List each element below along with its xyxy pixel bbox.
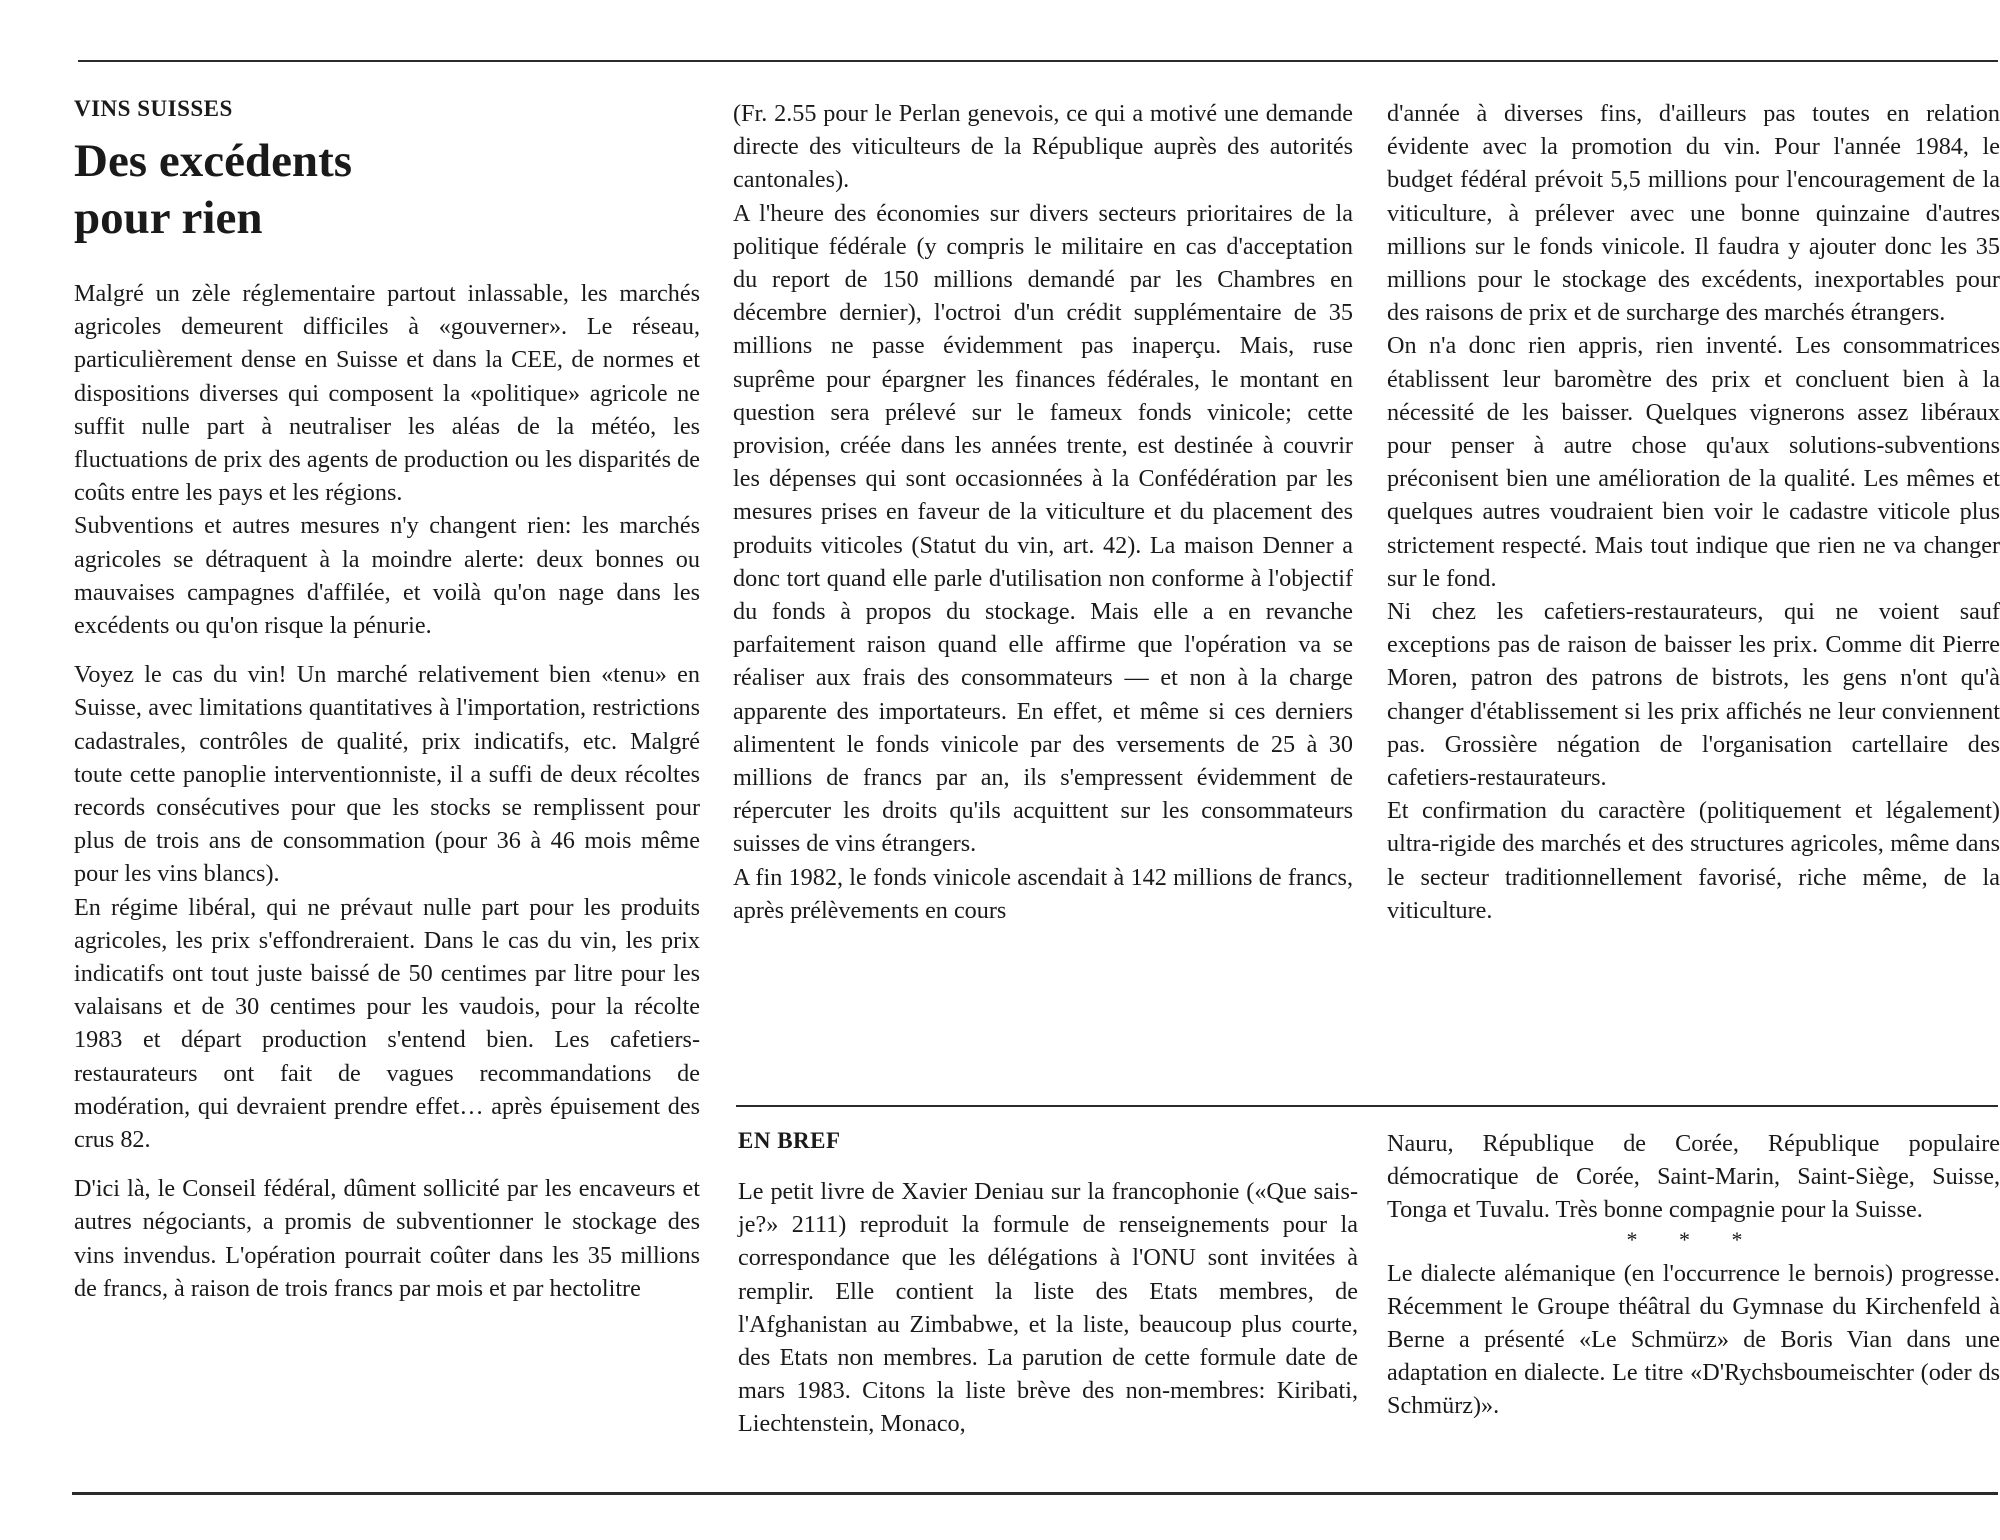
paragraph: Le petit livre de Xavier Deniau sur la francophonie («Que sais-je?» 2111) reproduit la formule de renseignements pour la correspondance que les délégations à l'ONU sont invitées à remplir. Elle contient la liste des Etats membres, de l'Afghanistan au Zimbabwe, et la liste, beaucoup plus courte, des Etats non membres. La parution de cette formule date de mars 1983. Citons la liste brève des non-membres: Kiribati, Liechtenstein, Monaco,	[738, 1178, 1358, 1438]
paragraph: A fin 1982, le fonds vinicole ascendait à 142 millions de francs, après prélèvements en cours	[733, 863, 1353, 924]
article-column-3	[1387, 97, 2000, 927]
paragraph: d'année à diverses fins, d'ailleurs pas toutes en relation évidente avec la promotion du vin. Pour l'année 1984, le budget fédéral prévoit 5,5 millions pour l'encouragement de la viticulture, à prélever avec une bonne quinzaine d'autres millions sur le fonds vinicole. Il faudra y ajouter donc les 35 millions pour le stockage des excédents, inexportables pour des raisons de prix et de surcharge des marchés étrangers.	[1387, 100, 2000, 327]
paragraph: (Fr. 2.55 pour le Perlan genevois, ce qui a motivé une demande directe des viticulteurs de la République auprès des autorités cantonales).	[733, 100, 1353, 194]
brief-column-2	[1387, 1127, 2000, 1423]
bottom-rule	[72, 1492, 1998, 1495]
paragraph: Subventions et autres mesures n'y changent rien: les marchés agricoles se détraquent à la moindre alerte: deux bonnes ou mauvaises campagnes d'affilée, et voilà qu'on nage dans les excédents ou qu'on risque la pénurie.	[74, 512, 700, 640]
paragraph: Malgré un zèle réglementaire partout inlassable, les marchés agricoles demeurent difficiles à «gouverner». Le réseau, particulièrement dense en Suisse et dans la CEE, de normes et dispositions diverses qui composent la «politique» agricole ne suffit nulle part à neutraliser les aléas de la météo, les fluctuations de prix des agents de production ou les disparités de coûts entre les pays et les régions.	[74, 280, 700, 507]
item-separator: * * *	[1626, 1226, 1761, 1252]
brief-column-1	[738, 1127, 1358, 1441]
paragraph: Voyez le cas du vin! Un marché relativement bien «tenu» en Suisse, avec limitations quantitatives à l'importation, restrictions cadastrales, contrôles de qualité, prix indicatifs, etc. Malgré toute cette panoplie interventionniste, il a suffi de deux récoltes records consécutives pour que les stocks se remplissent pour plus de trois ans de consommation (pour 36 à 46 mois même pour les vins blancs).	[74, 661, 700, 888]
paragraph: A l'heure des économies sur divers secteurs prioritaires de la politique fédérale (y compris le militaire en cas d'acceptation du report de 150 millions demandé par les Chambres en décembre dernier), l'octroi d'un crédit supplémentaire de 35 millions ne passe évidemment pas inaperçu. Mais, ruse suprême pour épargner les finances fédérales, le montant en question sera prélevé sur le fameux fonds vinicole; cette provision, créée dans les années trente, est destinée à couvrir les dépenses qui sont occasionnées à la Confédération par les mesures prises en faveur de la viticulture et du placement des produits viticoles (Statut du vin, art. 42). La maison Denner a donc tort quand elle parle d'utilisation non conforme à l'objectif du fonds à propos du stockage. Mais elle a en revanche parfaitement raison quand elle affirme que l'opération va se réaliser aux frais des consommateurs — et non à la charge apparente des importateurs. En effet, et même si ces derniers alimentent le fonds vinicole par des versements de 25 à 30 millions de francs par an, ils s'empressent évidemment de répercuter les droits qu'ils acquittent sur les consommateurs suisses de vins étrangers.	[733, 199, 1353, 858]
paragraph: D'ici là, le Conseil fédéral, dûment sollicité par les encaveurs et autres négociants, a promis de subventionner le stockage des vins invendus. L'opération pourrait coûter dans les 35 millions de francs, à raison de trois francs par mois et par hectolitre	[74, 1175, 700, 1302]
brief-kicker: EN BREF	[738, 1128, 841, 1153]
headline-line-2: pour rien	[74, 192, 263, 244]
paragraph: Et confirmation du caractère (politiquement et légalement) ultra-rigide des marchés et des structures agricoles, même dans le secteur traditionnellement favorisé, riche même, de la viticulture.	[1387, 797, 2000, 924]
paragraph: En régime libéral, qui ne prévaut nulle part pour les produits agricoles, les prix s'effondreraient. Dans le cas du vin, les prix indicatifs ont tout juste baissé de 50 centimes par litre pour les valaisans et de 30 centimes pour les vaudois, pour la récolte 1983 et départ production s'entend bien. Les cafetiers-restaurateurs ont fait de vagues recommandations de modération, qui devraient prendre effet… après épuisement des crus 82.	[74, 893, 700, 1154]
article-headline	[74, 133, 700, 247]
brief-section-rule	[736, 1105, 1998, 1107]
paragraph: On n'a donc rien appris, rien inventé. Les consommatrices établissent leur baromètre des prix et concluent bien à la nécessité de les baisser. Quelques vignerons assez libéraux pour penser à autre chose qu'aux solutions-subventions préconisent bien une amélioration de la qualité. Les mêmes et quelques autres voudraient bien voir le cadastre viticole plus strictement respecté. Mais tout indique que rien ne va changer sur le fond.	[1387, 332, 2000, 592]
paragraph: Nauru, République de Corée, République populaire démocratique de Corée, Saint-Marin, Saint-Siège, Suisse, Tonga et Tuvalu. Très bonne compagnie pour la Suisse.	[1387, 1130, 2000, 1224]
headline-line-1: Des excédents	[74, 135, 353, 187]
article-kicker: VINS SUISSES	[74, 96, 233, 121]
top-rule	[78, 60, 1998, 62]
paragraph: Ni chez les cafetiers-restaurateurs, qui ne voient sauf exceptions pas de raison de baisser les prix. Comme dit Pierre Moren, patron des patrons de bistrots, les gens n'ont qu'à changer d'établissement si les prix affichés ne leur conviennent pas. Grossière négation de l'organisation cartellaire des cafetiers-restaurateurs.	[1387, 598, 2000, 792]
paragraph: Le dialecte alémanique (en l'occurrence le bernois) progresse. Récemment le Groupe théâtral du Gymnase du Kirchenfeld à Berne a présenté «Le Schmürz» de Boris Vian dans une adaptation en dialecte. Le titre «D'Rychsboumeischter (oder ds Schmürz)».	[1387, 1259, 2000, 1420]
article-column-2	[733, 97, 1353, 927]
article-column-1	[74, 95, 700, 1305]
